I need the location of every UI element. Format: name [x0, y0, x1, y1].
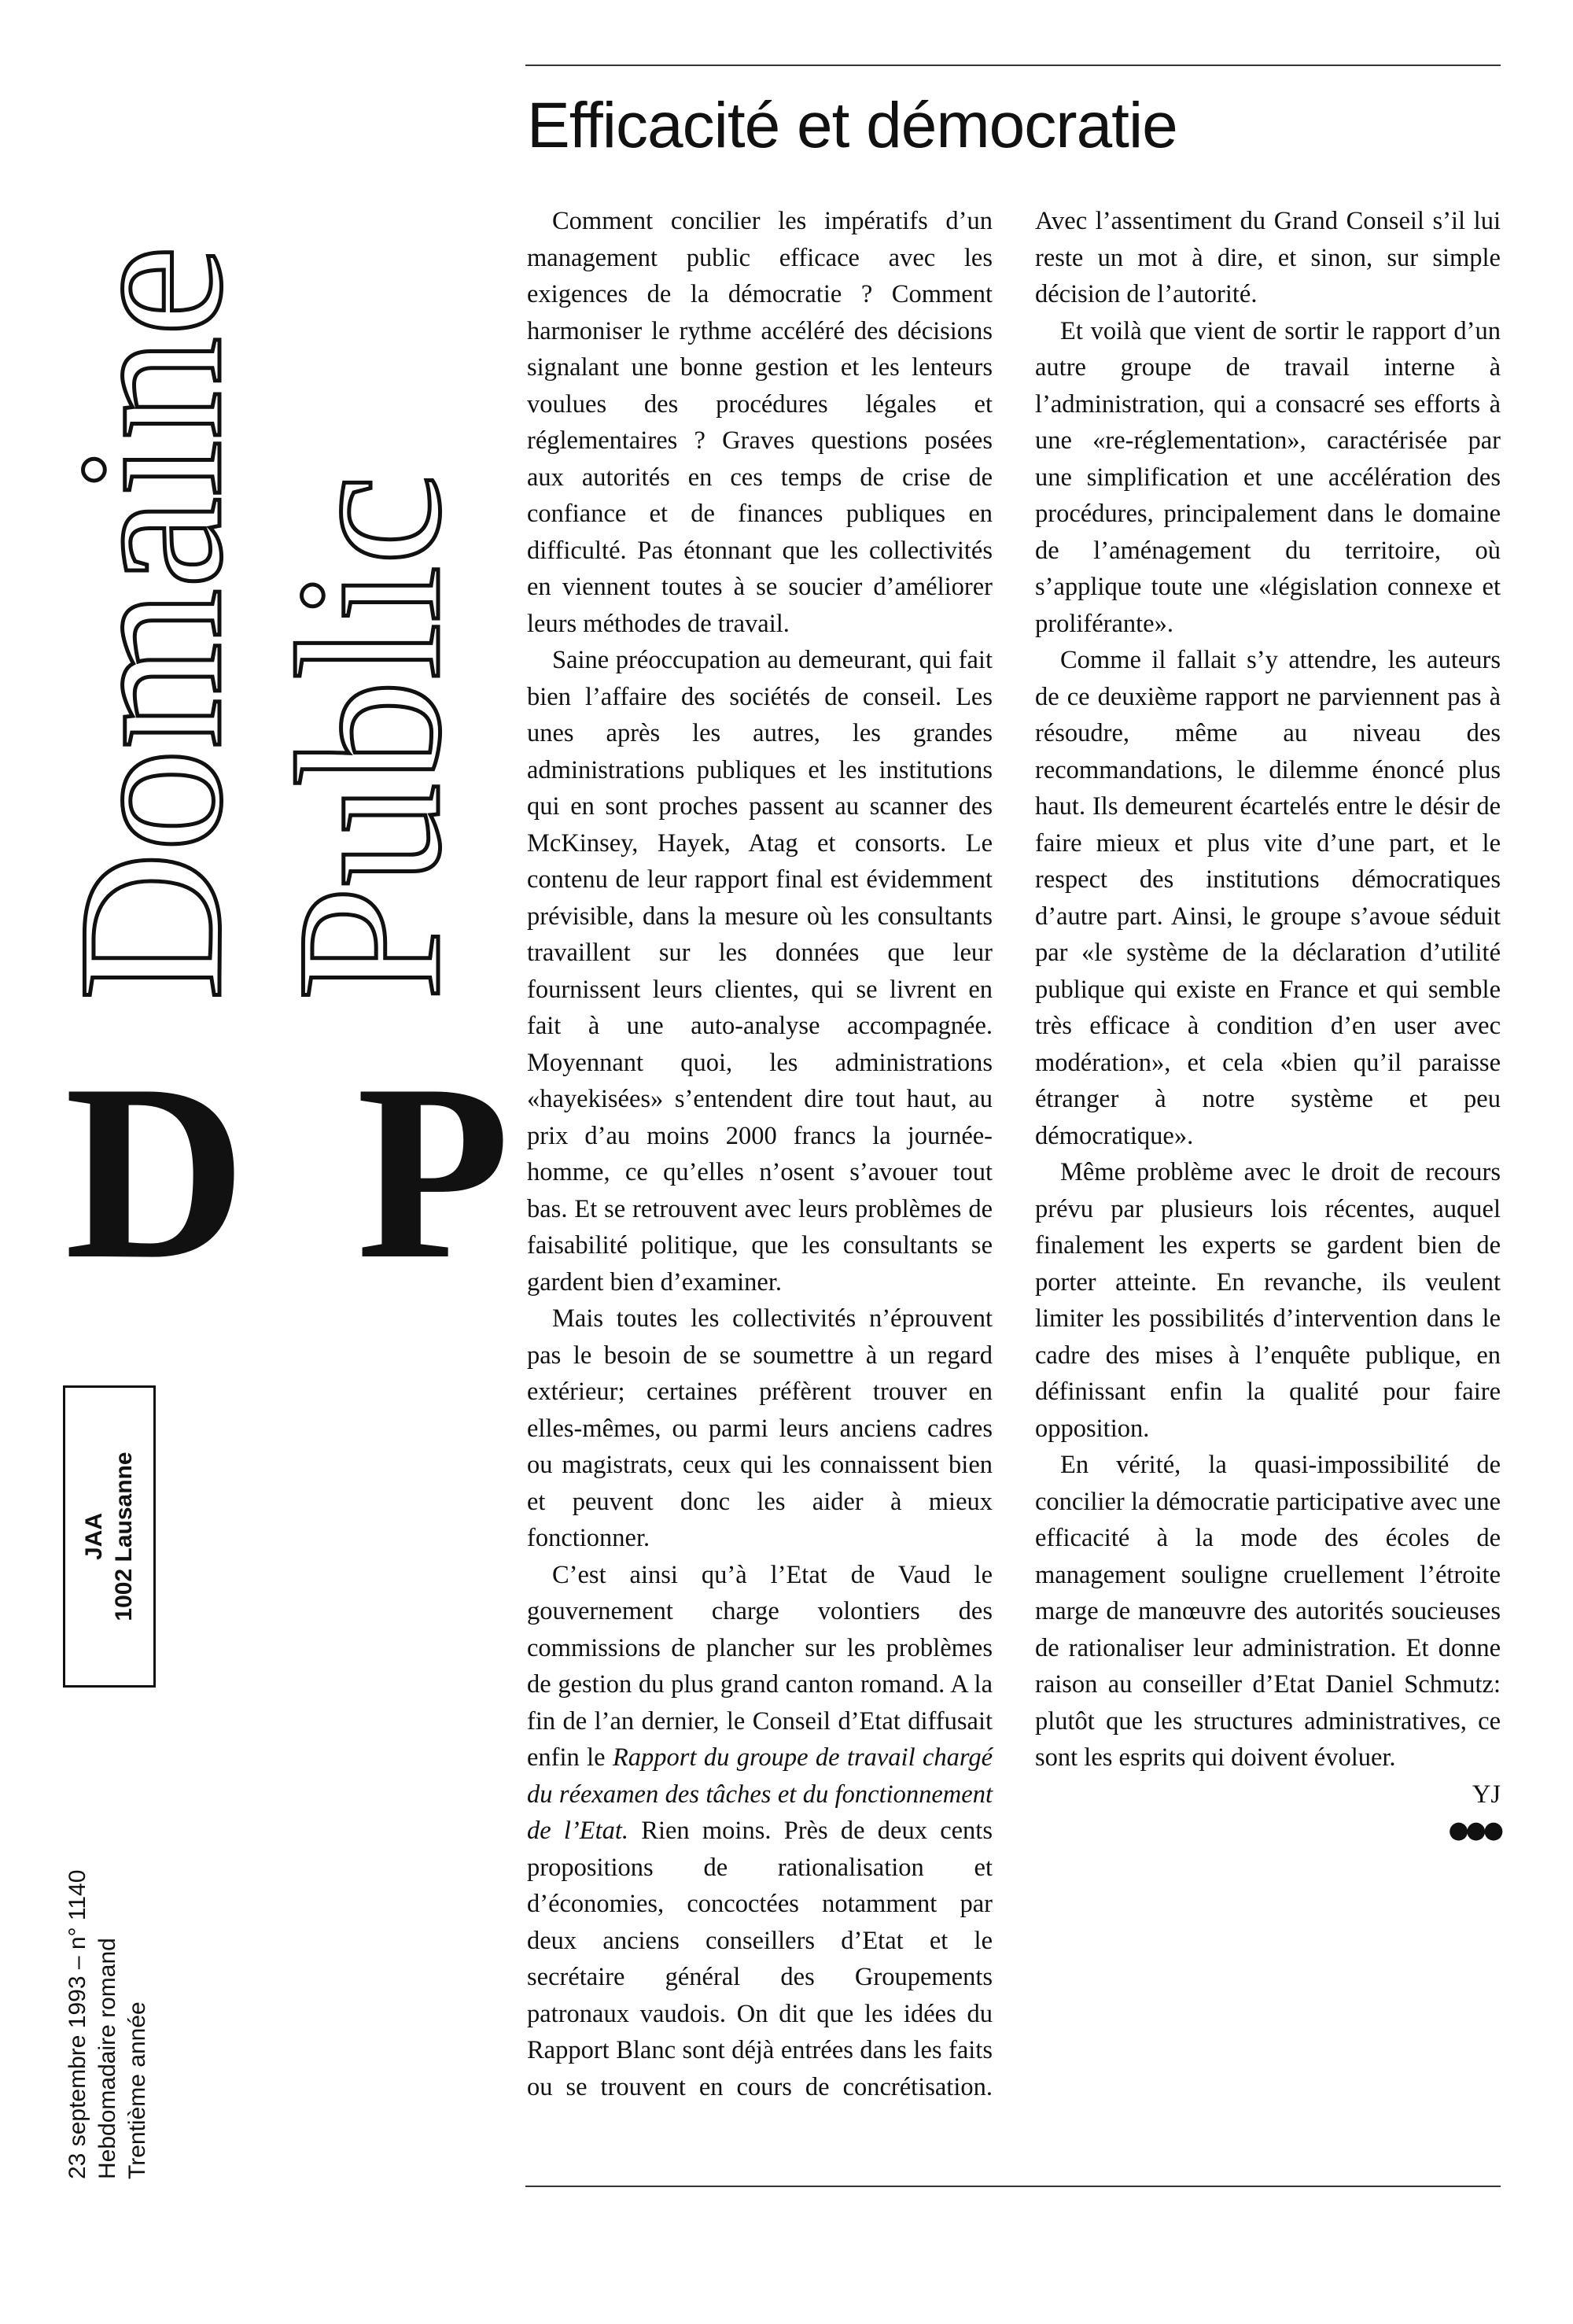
article-paragraph: Mais toutes les collectivités n’éprouvent pas le besoin de se soumettre à un regard extérieur; certaines préfèrent trouver en elles-mêmes, ou parmi leurs anciens cadres ou magistrats, ceux qui les connaissent bien et peuvent donc les aider à mieux fonctionner. [527, 1304, 993, 1552]
author-signature: YJ [1472, 1780, 1501, 1809]
article-body [527, 203, 1501, 2138]
paragraph-text: Rien moins. Près de deux cents propositions de rationalisation et d’économies, concoctées notamment par deux anciens conseillers d’Etat et le secrétaire général des Groupements patronaux vaudois. On dit que les idées du Rapport Blanc sont déjà entrées dans les faits ou se trouvent en cours de concrétisation. Avec l’assentiment du Grand Conseil s’il lui reste un mot à dire, et sinon, sur simple décision de l’autorité. [527, 207, 1501, 2101]
issue-info [63, 1870, 153, 2179]
masthead-public: Public [255, 474, 483, 1001]
article-paragraph: Comme il fallait s’y attendre, les auteurs de ce deuxième rapport ne parviennent pas à résoudre, même au niveau des recommandations, le dilemme énoncé plus haut. Ils demeurent écartelés entre le désir de faire mieux et plus vite d’une part, et le respect des institutions démocratiques d’autre part. Ainsi, le groupe s’avoue séduit par «le système de la déclaration d’utilité publique qui existe en France et qui semble très efficace à condition d’en user avec modération», et cela «bien qu’il paraisse étranger à notre système et peu démocratique». [1035, 646, 1501, 1150]
mailing-code: JAA [81, 1513, 107, 1561]
article-paragraph: Même problème avec le droit de recours prévu par plusieurs lois récentes, auquel finalement les experts se gardent bien de porter atteinte. En revanche, ils veulent limiter les possibilités d’intervention dans le cadre des mises à l’enquête publique, en définissant enfin la qualité pour faire opposition. [1035, 1158, 1501, 1443]
paragraph-text: C’est ainsi qu’à l’Etat de Vaud le gouvernement charge volontiers des commissions de plancher sur les problèmes de gestion du plus grand canton romand. A la fin de l’an dernier, le Conseil d’Etat diffusait enfin le [527, 1560, 993, 1772]
article-title: Efficacité et démocratie [527, 90, 1177, 161]
top-rule [525, 65, 1501, 66]
mailing-address-box [63, 1385, 156, 1688]
issue-date-number: 23 septembre 1993 – n° 1140 [64, 1869, 90, 2179]
article-paragraph: Et voilà que vient de sortir le rapport d’un autre groupe de travail interne à l’administration, qui a consacré ses efforts à une «re-réglementation», caractérisée par une simplification et une accélération des procédures, principalement dans le domaine de l’aménagement du territoire, où s’applique toute une «législation connexe et proliférante». [1035, 316, 1501, 638]
article-paragraph: Saine préoccupation au demeurant, qui fait bien l’affaire des sociétés de conseil. Les unes après les autres, les grandes administrations publiques et les institutions qui en sont proches passent au scanner des McKinsey, Hayek, Atag et consorts. Le contenu de leur rapport final est évidemment prévisible, dans la mesure où les consultants travaillent sur les données que leur fournissent leurs clientes, qui se livrent en fait à une auto-analyse accompagnée. Moyennant quoi, les administrations «hayekisées» s’entendent dire tout haut, au prix d’au moins 2000 francs la journée-homme, ce qu’elles n’osent s’avouer tout bas. Et se retrouvent avec leurs problèmes de faisabilité politique, que les consultants se gardent bien d’examiner. [527, 646, 993, 1297]
masthead-domaine: Domaine [36, 245, 264, 1001]
end-mark: ●●● [1448, 1817, 1501, 1844]
bottom-rule [525, 2186, 1501, 2187]
article-paragraph: En vérité, la quasi-impossibilité de concilier la démocratie participative avec une efficacité à la mode des écoles de management souligne cruellement l’étroite marge de manœuvre des autorités soucieuses de rationaliser leur administration. Et donne raison au conseiller d’Etat Daniel Schmutz: plutôt que les structures administratives, ce sont les esprits qui doivent évoluer. [1035, 1451, 1501, 1772]
article-paragraph: Comment concilier les impératifs d’un management public efficace avec les exigences de la démocratie ? Comment harmoniser le rythme accéléré des décisions signalant une bonne gestion et les lenteurs voulues des procédures légales et réglementaires ? Graves questions posées aux autorités en ces temps de crise de confiance et de finances publiques en difficulté. Pas étonnant que les collectivités en viennent toutes à se soucier d’améliorer leurs méthodes de travail. [527, 207, 993, 638]
issue-volume: Trentième année [124, 2001, 150, 2179]
report-title-italic: Rapport du groupe de travail chargé du réexamen des tâches et du fonctionnement de l’Etat. [527, 1743, 993, 1845]
dp-logo: D P [64, 1033, 534, 1311]
issue-frequency: Hebdomadaire romand [94, 1938, 120, 2179]
mailing-city: 1002 Lausanne [111, 1452, 137, 1621]
